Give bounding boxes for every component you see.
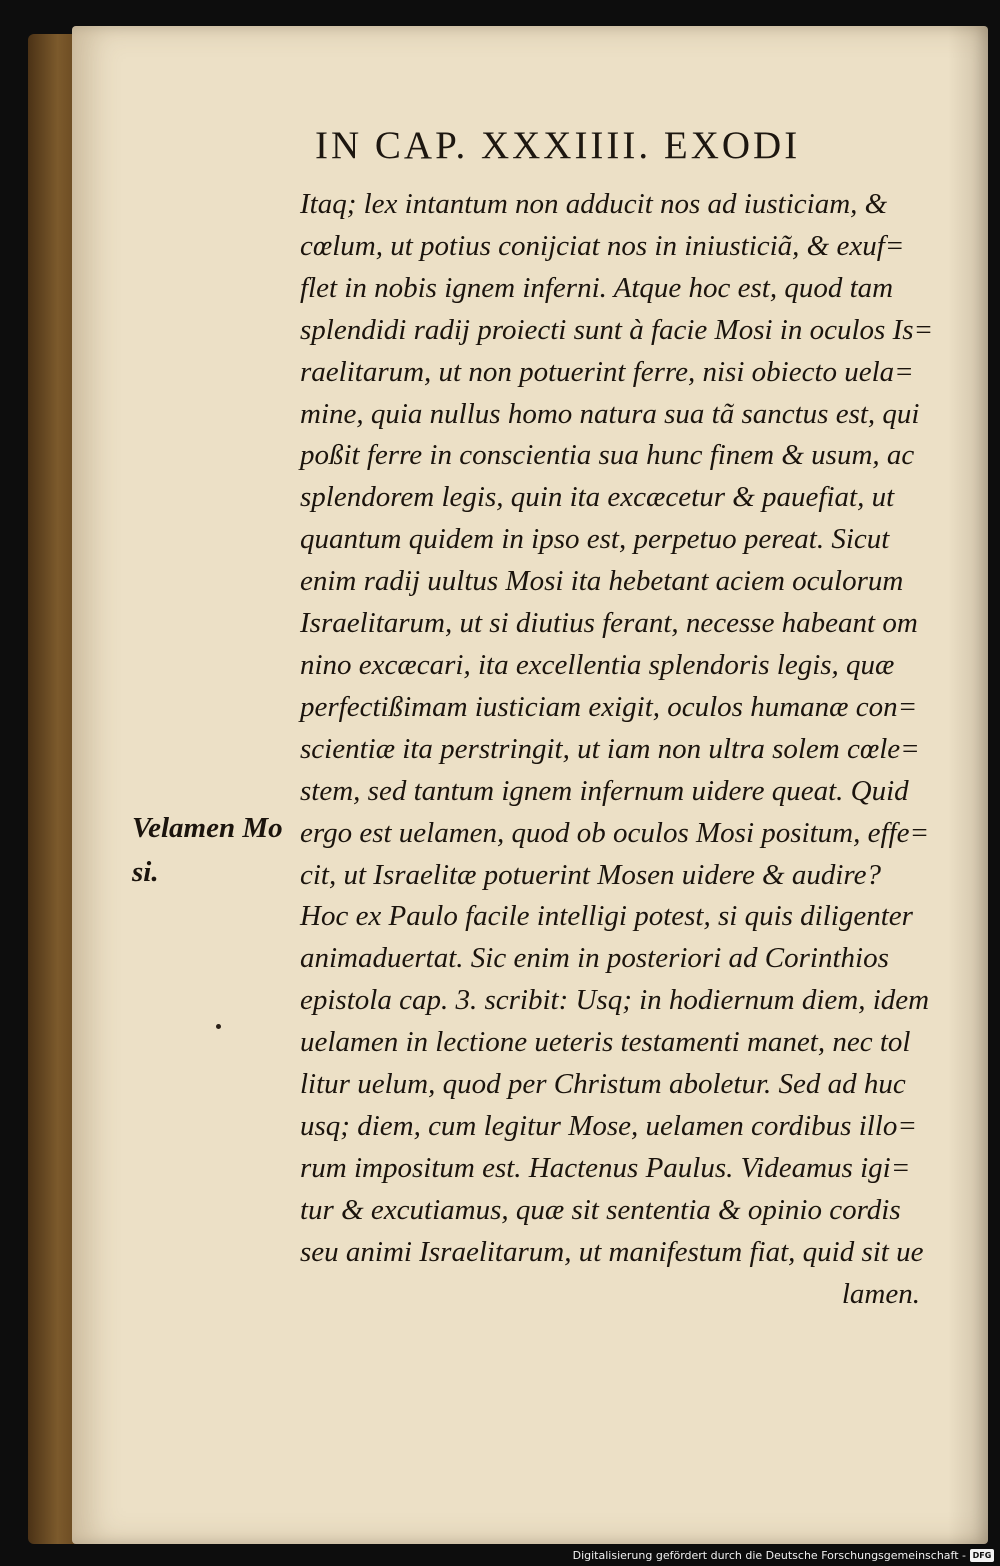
marginal-note-line-1: Velamen Mo xyxy=(132,812,283,844)
text-line: scientiæ ita perstringit, ut iam non ultra solem cœle= xyxy=(300,732,920,765)
running-head: IN CAP. XXXIIII. EXODI xyxy=(315,124,801,167)
text-line: flet in nobis ignem inferni. Atque hoc est, quod tam xyxy=(300,271,894,304)
text-line: tur & excutiamus, quæ sit sententia & opinio cordis xyxy=(300,1193,901,1226)
marginal-note xyxy=(132,806,283,894)
funding-credit: Digitalisierung gefördert durch die Deutsche Forschungsgemeinschaft - xyxy=(572,1549,966,1562)
text-line: perfectißimam iusticiam exigit, oculos humanæ con= xyxy=(300,690,918,723)
text-line: usq; diem, cum legitur Mose, uelamen cordibus illo= xyxy=(300,1109,917,1142)
text-line: splendorem legis, quin ita excæcetur & pauefiat, ut xyxy=(300,481,895,514)
text-line-last: lamen. xyxy=(841,1277,920,1310)
text-line: splendidi radij proiecti sunt à facie Mosi in oculos Is= xyxy=(300,313,934,346)
text-line: mine, quia nullus homo natura sua tã sanctus est, qui xyxy=(300,397,920,430)
text-line: poßit ferre in conscientia sua hunc finem & usum, ac xyxy=(300,439,915,472)
text-line: seu animi Israelitarum, ut manifestum fiat, quid sit ue xyxy=(300,1235,924,1268)
text-line: enim radij uultus Mosi ita hebetant aciem oculorum xyxy=(300,565,904,598)
text-line: epistola cap. 3. scribit: Usq; in hodiernum diem, idem xyxy=(300,984,930,1017)
body-text xyxy=(300,184,940,1315)
text-line: Israelitarum, ut si diutius ferant, necesse habeant om xyxy=(300,607,918,640)
text-line: cit, ut Israelitæ potuerint Mosen uidere & audire? xyxy=(300,858,882,891)
text-line: quantum quidem in ipso est, perpetuo pereat. Sicut xyxy=(300,523,890,556)
text-line: cœlum, ut potius conijciat nos in iniusticiã, & exuf= xyxy=(300,229,905,262)
text-line: litur uelum, quod per Christum aboletur. Sed ad huc xyxy=(300,1068,906,1101)
text-line: uelamen in lectione ueteris testamenti manet, nec tol xyxy=(300,1026,911,1059)
text-line: nino excæcari, ita excellentia splendoris legis, quæ xyxy=(300,648,895,681)
ink-dot xyxy=(216,1024,221,1029)
dfg-logo: DFG xyxy=(970,1549,994,1562)
text-line: Itaq; lex intantum non adducit nos ad iusticiam, & xyxy=(300,188,888,220)
text-line: ergo est uelamen, quod ob oculos Mosi positum, effe= xyxy=(300,816,930,849)
text-line: animaduertat. Sic enim in posteriori ad Corinthios xyxy=(300,942,889,975)
page-shadow xyxy=(948,26,988,1544)
text-line: stem, sed tantum ignem infernum uidere queat. Quid xyxy=(300,774,909,807)
text-line: rum impositum est. Hactenus Paulus. Videamus igi= xyxy=(300,1151,911,1184)
text-line: Hoc ex Paulo facile intelligi potest, si quis diligenter xyxy=(300,900,913,933)
text-line: raelitarum, ut non potuerint ferre, nisi obiecto uela= xyxy=(300,355,914,388)
marginal-note-line-2: si. xyxy=(132,856,159,888)
